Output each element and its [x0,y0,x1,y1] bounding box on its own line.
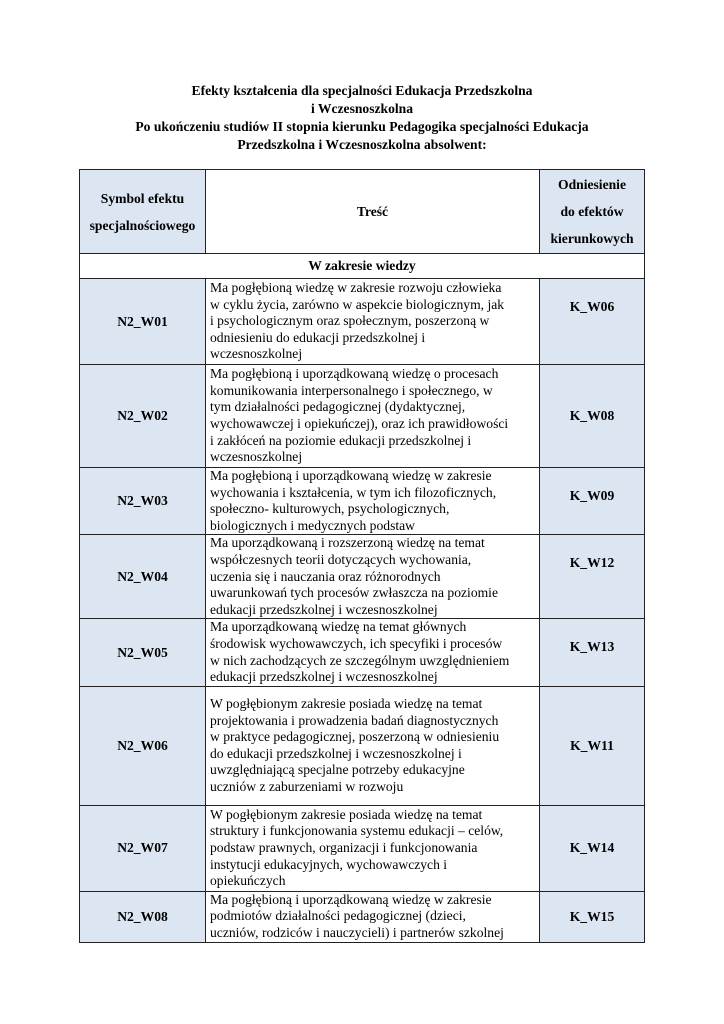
outcome-reference: K_W08 [540,365,645,468]
table-row [80,365,645,468]
outcome-text: Ma uporządkowaną i rozszerzoną wiedzę na temat współczesnych teorii dotyczących wychowania, uczenia się i nauczania oraz różnorodnych uwarunkowań tych procesów zwłaszcza na poziomie edukacji przedszkolnej i wczesnoszkolnej [206,535,540,619]
table-row [80,279,645,365]
outcome-text: Ma pogłębioną i uporządkowaną wiedzę o procesach komunikowania interpersonalnego i społecznego, w tym działalności pedagogicznej (dydaktycznej, wychowawczej i opiekuńczej), oraz ich prawidłowości i zakłóceń na poziomie edukacji przedszkolnej i wczesnoszkolnej [206,365,540,468]
document-title [80,82,644,154]
outcome-reference: K_W09 [540,468,645,535]
outcome-text: Ma pogłębioną i uporządkowaną wiedzę w zakresie wychowania i kształcenia, w tym ich filozoficznych, społeczno- kulturowych, psychologicznych, biologicznych i medycznych podstaw [206,468,540,535]
header-content: Treść [206,170,540,254]
outcome-text: Ma pogłębioną i uporządkowaną wiedzę w zakresie podmiotów działalności pedagogicznej (dzieci, uczniów, rodziców i nauczycieli) i partnerów szkolnej [206,891,540,942]
outcome-symbol: N2_W01 [80,279,206,365]
outcome-text: Ma pogłębioną wiedzę w zakresie rozwoju człowieka w cyklu życia, zarówno w aspekcie biologicznym, jak i psychologicznym oraz społecznym, poszerzoną w odniesieniu do edukacji przedszkolnej i wczesnoszkolnej [206,279,540,365]
outcome-symbol: N2_W04 [80,535,206,619]
learning-outcomes-table [79,169,645,943]
table-row [80,805,645,891]
outcome-symbol: N2_W05 [80,619,206,686]
outcome-reference: K_W15 [540,891,645,942]
table-row [80,535,645,619]
outcome-reference: K_W12 [540,535,645,619]
outcome-symbol: N2_W07 [80,805,206,891]
outcome-text: W pogłębionym zakresie posiada wiedzę na temat projektowania i prowadzenia badań diagnostycznych w praktyce pedagogicznej, poszerzoną w odniesieniu do edukacji przedszkolnej i wczesnoszkolnej i uwzględniającą specjalne potrzeby edukacyjne uczniów z zaburzeniami w rozwoju [206,686,540,805]
outcome-reference: K_W06 [540,279,645,365]
table-row [80,891,645,942]
title-line: Efekty kształcenia dla specjalności Edukacja Przedszkolna [191,83,533,98]
title-line: i Wczesnoszkolna [310,101,414,116]
title-line: Przedszkolna i Wczesnoszkolna absolwent: [237,137,487,152]
outcome-symbol: N2_W08 [80,891,206,942]
table-row [80,619,645,686]
outcome-text: Ma uporządkowaną wiedzę na temat głównych środowisk wychowawczych, ich specyfiki i procesów w nich zachodzących ze szczególnym uwzględnieniem edukacji przedszkolnej i wczesnoszkolnej [206,619,540,686]
outcome-reference: K_W14 [540,805,645,891]
header-symbol: Symbol efektu specjalnościowego [80,170,206,254]
table-row [80,468,645,535]
table-row [80,686,645,805]
section-heading: W zakresie wiedzy [80,254,645,279]
outcome-symbol: N2_W06 [80,686,206,805]
outcome-reference: K_W13 [540,619,645,686]
outcome-reference: K_W11 [540,686,645,805]
title-line: Po ukończeniu studiów II stopnia kierunku Pedagogika specjalności Edukacja [135,119,589,134]
outcome-symbol: N2_W03 [80,468,206,535]
outcome-text: W pogłębionym zakresie posiada wiedzę na temat struktury i funkcjonowania systemu edukacji – celów, podstaw prawnych, organizacji i funkcjonowania instytucji edukacyjnych, wychowawczych i opiekuńczych [206,805,540,891]
header-reference: Odniesienie do efektów kierunkowych [540,170,645,254]
outcome-symbol: N2_W02 [80,365,206,468]
